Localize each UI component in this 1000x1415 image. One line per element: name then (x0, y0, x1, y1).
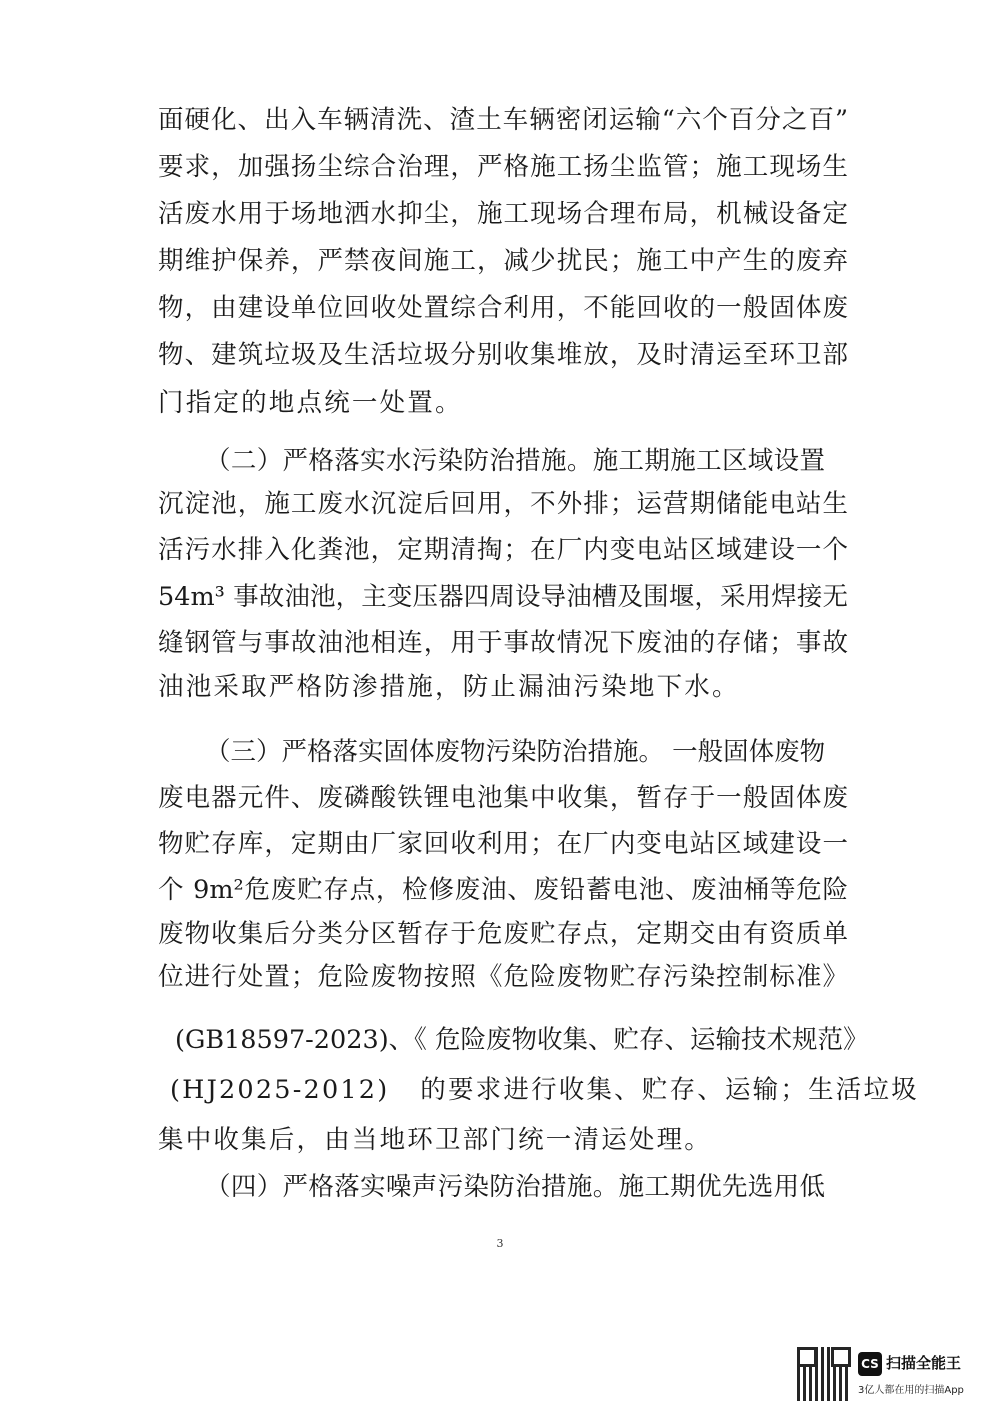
text-line: 期维护保养，严禁夜间施工，减少扰民；施工中产生的废弃 (158, 246, 848, 276)
text-line: 个 9m²危废贮存点，检修废油、废铅蓄电池、废油桶等危险 (158, 875, 848, 905)
text-line: 54m³ 事故油池，主变压器四周设导油槽及围堰，采用焊接无 (158, 582, 848, 612)
text-line: 废电器元件、废磷酸铁锂电池集中收集，暂存于一般固体废 (158, 783, 848, 813)
watermark-slogan: 3亿人都在用的扫描App (858, 1385, 964, 1396)
text-line: 门指定的地点统一处置。 (158, 388, 463, 418)
qr-code-icon (797, 1347, 851, 1401)
camscanner-logo-icon: CS (858, 1352, 882, 1376)
watermark-brand: 扫描全能王 (886, 1354, 962, 1372)
text-line: 沉淀池，施工废水沉淀后回用，不外排；运营期储能电站生 (158, 489, 848, 519)
paragraph-heading: （三）严格落实固体废物污染防治措施。 一般固体废物 (205, 737, 826, 767)
text-line: 要求，加强扬尘综合治理，严格施工扬尘监管；施工现场生 (158, 152, 848, 182)
paragraph-heading: （四）严格落实噪声污染防治措施。施工期优先选用低 (205, 1172, 825, 1202)
paragraph-heading: （二）严格落实水污染防治措施。施工期施工区域设置 (205, 446, 825, 476)
text-line: 面硬化、出入车辆清洗、渣土车辆密闭运输“六个百分之百” (158, 105, 848, 135)
text-line: 位进行处置；危险废物按照《危险废物贮存污染控制标准》 (158, 962, 848, 992)
text-line: 物、建筑垃圾及生活垃圾分别收集堆放，及时清运至环卫部 (158, 340, 848, 370)
text-line: 集中收集后，由当地环卫部门统一清运处理。 (158, 1125, 713, 1155)
text-line: 废物收集后分类分区暂存于危废贮存点，定期交由有资质单 (158, 919, 848, 949)
text-line: (GB18597-2023)、《 危险废物收集、贮存、运输技术规范》 (175, 1025, 869, 1055)
text-line: 物，由建设单位回收处置综合利用，不能回收的一般固体废 (158, 293, 848, 323)
text-line: 油池采取严格防渗措施，防止漏油污染地下水。 (158, 672, 740, 702)
page-number: 3 (496, 1237, 504, 1250)
text-line: (HJ2025-2012) 的要求进行收集、贮存、运输；生活垃圾 (170, 1075, 919, 1105)
text-line: 缝钢管与事故油池相连，用于事故情况下废油的存储；事故 (158, 628, 848, 658)
text-line: 活废水用于场地洒水抑尘，施工现场合理布局，机械设备定 (158, 199, 848, 229)
text-line: 物贮存库，定期由厂家回收利用；在厂内变电站区域建设一 (158, 829, 848, 859)
text-line: 活污水排入化粪池，定期清掏；在厂内变电站区域建设一个 (158, 535, 848, 565)
